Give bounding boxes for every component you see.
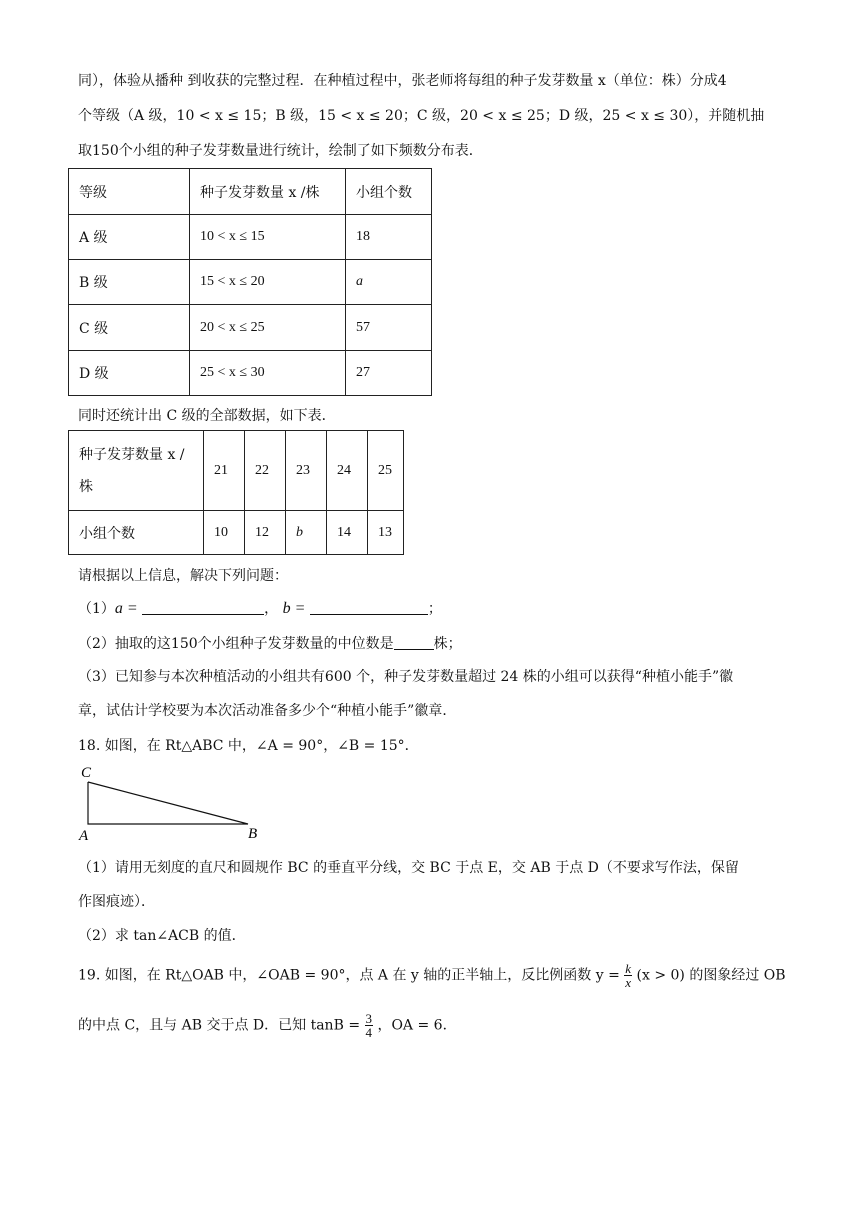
table-cell: 21 xyxy=(204,431,245,511)
q19-text-a: 19. 如图，在 Rt△OAB 中，∠OAB = 90°，点 A 在 y 轴的正半轴上，反比例函数 y = xyxy=(78,967,620,984)
table-cell: 18 xyxy=(346,215,432,260)
table-cell: C 级 xyxy=(69,305,190,351)
table-cell: 27 xyxy=(346,351,432,396)
triangle-figure xyxy=(74,762,274,844)
table-cell: D 级 xyxy=(69,351,190,396)
table-cell: 24 xyxy=(327,431,368,511)
q17-part1 xyxy=(78,598,784,620)
c-level-table xyxy=(68,430,404,555)
q18-part1-line1: （1）请用无刻度的直尺和圆规作 BC 的垂直平分线，交 BC 于点 E，交 AB 于点 D（不要求写作法，保留 xyxy=(78,860,739,876)
table-row-label xyxy=(69,431,204,511)
table-row xyxy=(69,431,404,511)
table-row xyxy=(69,511,404,555)
fraction-k-over-x xyxy=(624,962,632,989)
q17-part3-line1: （3）已知参与本次种植活动的小组共有600 个，种子发芽数量超过 24 株的小组可以获得“种植小能手”徽 xyxy=(78,669,734,685)
intro-line-1: 同），体验从播种 到收获的完整过程．在种植过程中，张老师将每组的种子发芽数量 x（单位：株）分成4 xyxy=(78,73,727,89)
numerator: 3 xyxy=(365,1011,372,1026)
comma: ， xyxy=(264,601,279,617)
table-cell: 10 xyxy=(204,511,245,555)
table-cell: b xyxy=(286,511,327,555)
part-number: （1） xyxy=(78,601,115,617)
q17-part2 xyxy=(78,633,784,655)
label-a: A xyxy=(79,828,89,844)
table-header-cell: 小组个数 xyxy=(346,169,432,215)
table-cell: 23 xyxy=(286,431,327,511)
part2-text: （2）抽取的这150个小组种子发芽数量的中位数是 xyxy=(78,636,394,652)
table-header-row xyxy=(69,169,432,215)
q19-text-b: (x > 0) 的图象经过 OB xyxy=(636,967,786,984)
q18-part2: （2）求 tan∠ACB 的值． xyxy=(78,928,246,944)
q19-text-c: 的中点 C，且与 AB 交于点 D．已知 tanB = xyxy=(78,1017,361,1034)
between-text: 同时还统计出 C 级的全部数据，如下表． xyxy=(78,408,336,424)
frequency-table xyxy=(68,168,432,396)
answer-blank-a[interactable] xyxy=(142,600,264,615)
table-row xyxy=(69,351,432,396)
q18-part1-line2: 作图痕迹）． xyxy=(78,894,155,910)
table-cell: 25 < x ≤ 30 xyxy=(190,351,346,396)
var-b: b = xyxy=(282,600,306,617)
label-line: 株 xyxy=(79,478,93,495)
label-c: C xyxy=(81,765,92,781)
q17-prompt: 请根据以上信息，解决下列问题： xyxy=(78,568,288,584)
table-cell: 12 xyxy=(245,511,286,555)
q19-line1 xyxy=(78,962,784,989)
table-cell: A 级 xyxy=(69,215,190,260)
table-header-cell: 等级 xyxy=(69,169,190,215)
table-cell: 14 xyxy=(327,511,368,555)
table-cell: 20 < x ≤ 25 xyxy=(190,305,346,351)
fraction-3-over-4 xyxy=(365,1012,374,1039)
answer-blank-b[interactable] xyxy=(310,600,428,615)
table-cell: 15 < x ≤ 20 xyxy=(190,260,346,305)
part2-unit: 株； xyxy=(433,636,462,652)
q17-part3-line2: 章，试估计学校要为本次活动准备多少个“种植小能手”徽章． xyxy=(78,703,457,719)
table-row-label: 小组个数 xyxy=(69,511,204,555)
q18-stem: 18. 如图，在 Rt△ABC 中，∠A = 90°，∠B = 15°． xyxy=(78,738,419,754)
table-cell: 25 xyxy=(368,431,404,511)
label-b: B xyxy=(248,826,258,842)
table-row xyxy=(69,260,432,305)
table-cell: a xyxy=(346,260,432,305)
table-cell: 22 xyxy=(245,431,286,511)
intro-line-2: 个等级（A 级，10 < x ≤ 15；B 级，15 < x ≤ 20；C 级，20 < x ≤ 25；D 级，25 < x ≤ 30），并随机抽 xyxy=(78,108,765,124)
table-row xyxy=(69,215,432,260)
numerator: k xyxy=(625,961,632,976)
denominator: x xyxy=(625,975,632,990)
var-a: a = xyxy=(114,600,138,617)
table-row xyxy=(69,305,432,351)
table-cell: 57 xyxy=(346,305,432,351)
table-cell: B 级 xyxy=(69,260,190,305)
intro-line-3: 取150个小组的种子发芽数量进行统计，绘制了如下频数分布表． xyxy=(78,143,483,159)
semicolon: ； xyxy=(427,601,442,617)
triangle-abc xyxy=(88,782,248,824)
answer-blank-median[interactable] xyxy=(394,635,434,650)
table-header-cell: 种子发芽数量 x /株 xyxy=(190,169,346,215)
q19-line2 xyxy=(78,1012,784,1039)
table-cell: 13 xyxy=(368,511,404,555)
denominator: 4 xyxy=(365,1025,372,1040)
table-cell: 10 < x ≤ 15 xyxy=(190,215,346,260)
label-line: 种子发芽数量 x / xyxy=(79,446,185,463)
q19-text-d: ，OA = 6． xyxy=(377,1017,457,1034)
